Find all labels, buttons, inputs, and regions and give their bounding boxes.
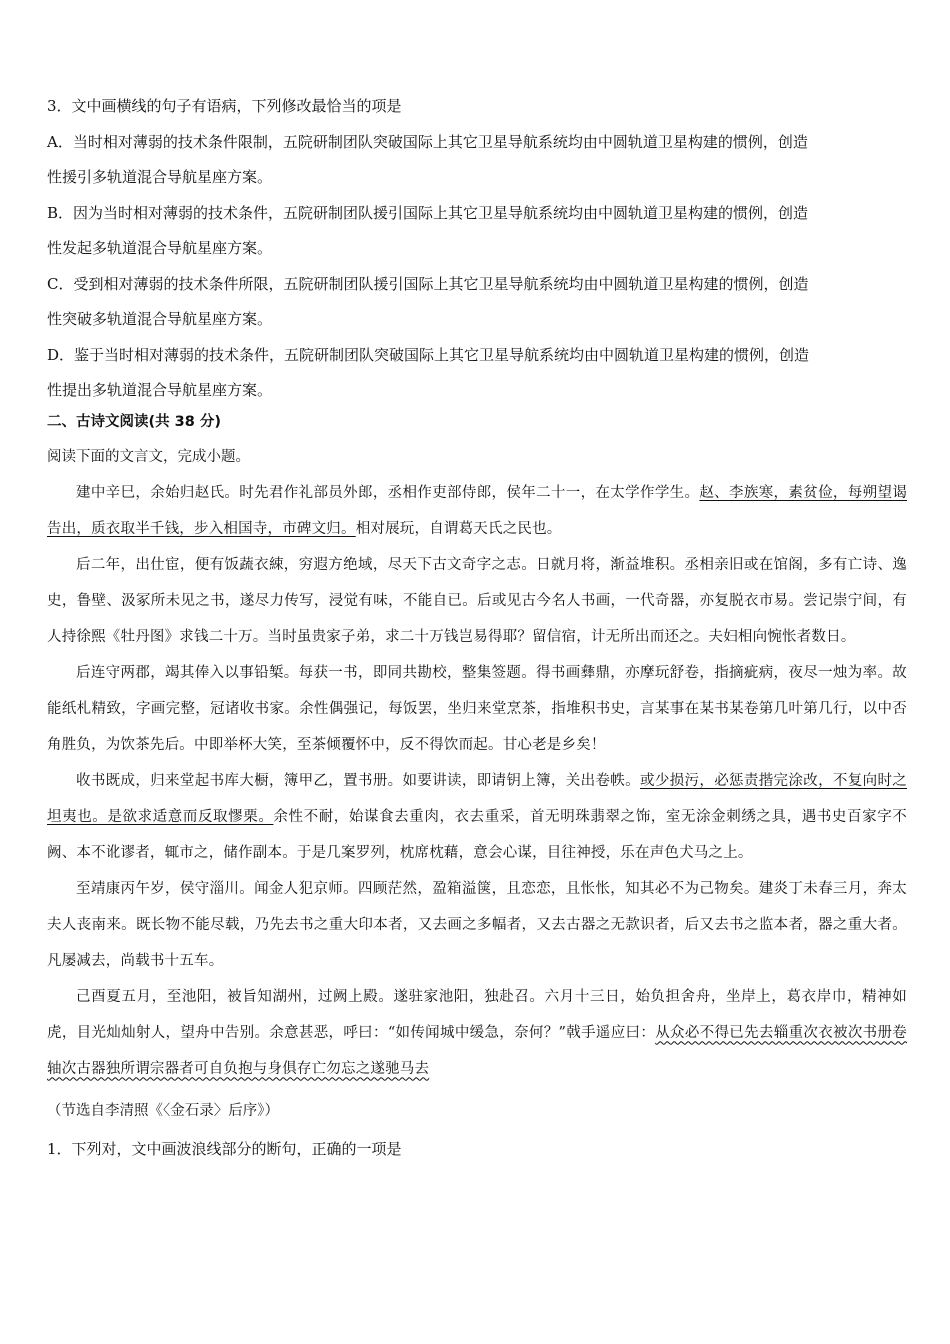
- option-c-line2-block: [47, 309, 907, 345]
- option-b-line1-block: [47, 203, 907, 239]
- question-3-stem: 3．文中画横线的句子有语病，下列修改最恰当的项是: [47, 97, 402, 115]
- option-a-line2-block: [47, 167, 907, 203]
- document-page: [47, 96, 907, 1174]
- option-a-line2: 性援引多轨道混合导航星座方案。: [47, 168, 273, 186]
- underlined-sentence-1: 赵、李族寒，素贫俭，每朔望谒告出，质衣取半千钱，步入相国寺，市碑文归。: [47, 484, 907, 537]
- question-1-stem: 1．下列对，文中画波浪线部分的断句，正确的一项是: [47, 1139, 402, 1158]
- question-3-stem-block: [47, 96, 907, 132]
- passage-paragraph-2: 后二年，出仕宦，便有饭蔬衣綀，穷遐方绝域，尽天下古文奇字之志。日就月将，渐益堆积。丞相亲旧或在馆阁，多有亡诗、逸史，鲁壁、汲冢所未见之书，遂尽力传写，浸觉有味，不能自已。后或见古今名人书画，一代奇器，亦复脱衣市易。尝记崇宁间，有人持徐熙《牡丹图》求钱二十万。当时虽贵家子弟，求二十万钱岂易得耶？留信宿，计无所出而还之。夫妇相向惋怅者数日。: [47, 556, 907, 645]
- passage-p1-text-end: 相对展玩，自谓葛天氏之民也。: [355, 520, 562, 537]
- option-b-line2: 性发起多轨道混合导航星座方案。: [47, 239, 273, 257]
- passage-p1-text: 建中辛巳，余始归赵氏。时先君作礼部员外郎，丞相作吏部侍郎，侯年二十一，在太学作学生。: [76, 484, 700, 501]
- option-c-line2: 性突破多轨道混合导航星座方案。: [47, 310, 273, 328]
- passage-paragraph-3: 后连守两郡，竭其俸入以事铅椠。每获一书，即同共勘校，整集签题。得书画彝鼎，亦摩玩舒卷，指摘疵病，夜尽一烛为率。故能纸札精致，字画完整，冠诸收书家。余性偶强记，每饭罢，坐归来堂烹茶，指堆积书史，言某事在某书某卷第几叶第几行，以中否角胜负，为饮茶先后。中即举杯大笑，至茶倾覆怀中，反不得饮而起。甘心老是乡矣！: [47, 664, 907, 753]
- section-2-intro: 阅读下面的文言文，完成小题。: [47, 448, 250, 465]
- passage-paragraph-6: [47, 979, 907, 1087]
- option-c-line1: C．受到相对薄弱的技术条件所限，五院研制团队援引国际上其它卫星导航系统均由中圆轨道卫星构建的惯例，创造: [47, 274, 809, 293]
- passage-paragraph-4: [47, 763, 907, 871]
- section-2-heading: 二、古诗文阅读(共 38 分): [47, 414, 222, 430]
- option-d-line1: D．鉴于当时相对薄弱的技术条件，五院研制团队突破国际上其它卫星导航系统均由中圆轨道卫星构建的惯例，创造: [47, 345, 810, 364]
- option-b-line1: B．因为当时相对薄弱的技术条件，五院研制团队援引国际上其它卫星导航系统均由中圆轨道卫星构建的惯例，创造: [47, 203, 809, 222]
- passage-p4-text: 收书既成，归来堂起书库大橱，簿甲乙，置书册。如要讲读，即请钥上簿，关出卷帙。: [76, 772, 640, 789]
- option-d-line2: 性提出多轨道混合导航星座方案。: [47, 381, 273, 399]
- option-d-line2-block: [47, 380, 907, 408]
- option-a-line1: A．当时相对薄弱的技术条件限制，五院研制团队突破国际上其它卫星导航系统均由中圆轨道卫星构建的惯例，创造: [47, 132, 808, 151]
- passage-source: （节选自李清照《〈金石录〉后序》）: [47, 1102, 279, 1119]
- passage-p4-text-end: 余性不耐，始谋食去重肉，衣去重采，首无明珠翡翠之饰，室无涂金刺绣之具，遇书史百家字不阙、本不讹谬者，辄市之，储作副本。于是几案罗列，枕席枕藉，意会心谋，目往神授，乐在声色犬马之上。: [47, 808, 907, 861]
- passage-paragraph-1: [47, 475, 907, 547]
- wavy-underlined-passage: 从众必不得已先去辎重次衣被次书册卷轴次古器独所谓宗器者可自负抱与身俱存亡勿忘之遂驰马去: [47, 1024, 907, 1077]
- passage-paragraph-5: 至靖康丙午岁，侯守淄川。闻金人犯京师。四顾茫然，盈箱溢箧，且恋恋，且怅怅，知其必不为己物矣。建炎丁未春三月，奔太夫人丧南来。既长物不能尽载，乃先去书之重大印本者，又去画之多幅者，又去古器之无款识者，后又去书之监本者，器之重大者。凡屡减去，尚载书十五车。: [47, 880, 907, 969]
- option-b-line2-block: [47, 238, 907, 274]
- passage-p6-text: 己酉夏五月，至池阳，被旨知湖州，过阙上殿。遂驻家池阳，独赴召。六月十三日，始负担舍舟，坐岸上，葛衣岸巾，精神如虎，目光灿灿射人，望舟中告别。余意甚恶，呼曰：“如传闻城中缓急，奈何？”戟手遥应曰：: [47, 988, 907, 1041]
- underlined-sentence-2: 或少损污，必惩责揩完涂改，不复向时之坦夷也。是欲求适意而反取憀栗。: [47, 772, 907, 825]
- option-c-line1-block: [47, 274, 907, 310]
- option-a-line1-block: [47, 132, 907, 168]
- option-d-line1-block: [47, 345, 907, 381]
